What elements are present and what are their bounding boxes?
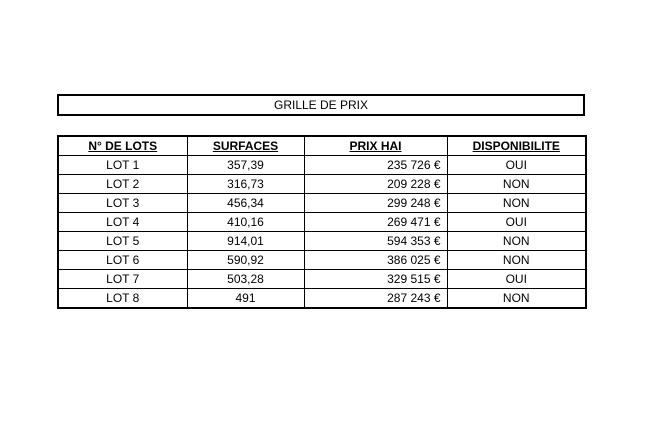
cell-availability: NON xyxy=(447,232,586,251)
cell-availability: OUI xyxy=(447,213,586,232)
cell-surface: 456,34 xyxy=(187,194,304,213)
cell-availability: OUI xyxy=(447,156,586,175)
cell-price: 287 243 € xyxy=(304,289,447,309)
price-grid-title xyxy=(57,94,585,116)
header-availability: DISPONIBILITE xyxy=(447,136,586,156)
cell-lot: LOT 3 xyxy=(58,194,187,213)
cell-surface: 357,39 xyxy=(187,156,304,175)
cell-surface: 410,16 xyxy=(187,213,304,232)
table-row xyxy=(58,251,586,270)
cell-availability: NON xyxy=(447,251,586,270)
table-row xyxy=(58,289,586,309)
cell-price: 299 248 € xyxy=(304,194,447,213)
cell-price: 269 471 € xyxy=(304,213,447,232)
header-lot-number: N° DE LOTS xyxy=(58,136,187,156)
cell-lot: LOT 5 xyxy=(58,232,187,251)
cell-lot: LOT 8 xyxy=(58,289,187,309)
table-row xyxy=(58,175,586,194)
cell-surface: 491 xyxy=(187,289,304,309)
cell-availability: NON xyxy=(447,194,586,213)
header-price: PRIX HAI xyxy=(304,136,447,156)
cell-surface: 914,01 xyxy=(187,232,304,251)
cell-lot: LOT 4 xyxy=(58,213,187,232)
table-header-row xyxy=(58,136,586,156)
cell-availability: NON xyxy=(447,175,586,194)
cell-price: 235 726 € xyxy=(304,156,447,175)
cell-price: 386 025 € xyxy=(304,251,447,270)
table-row xyxy=(58,270,586,289)
price-grid-table xyxy=(57,135,587,309)
cell-surface: 316,73 xyxy=(187,175,304,194)
cell-lot: LOT 1 xyxy=(58,156,187,175)
cell-price: 209 228 € xyxy=(304,175,447,194)
cell-price: 329 515 € xyxy=(304,270,447,289)
cell-lot: LOT 6 xyxy=(58,251,187,270)
price-grid-title-text: GRILLE DE PRIX xyxy=(273,98,369,112)
cell-price: 594 353 € xyxy=(304,232,447,251)
cell-availability: NON xyxy=(447,289,586,309)
table-row xyxy=(58,156,586,175)
table-row xyxy=(58,194,586,213)
cell-availability: OUI xyxy=(447,270,586,289)
table-row xyxy=(58,213,586,232)
cell-surface: 503,28 xyxy=(187,270,304,289)
cell-surface: 590,92 xyxy=(187,251,304,270)
table-row xyxy=(58,232,586,251)
cell-lot: LOT 2 xyxy=(58,175,187,194)
header-surface: SURFACES xyxy=(187,136,304,156)
cell-lot: LOT 7 xyxy=(58,270,187,289)
